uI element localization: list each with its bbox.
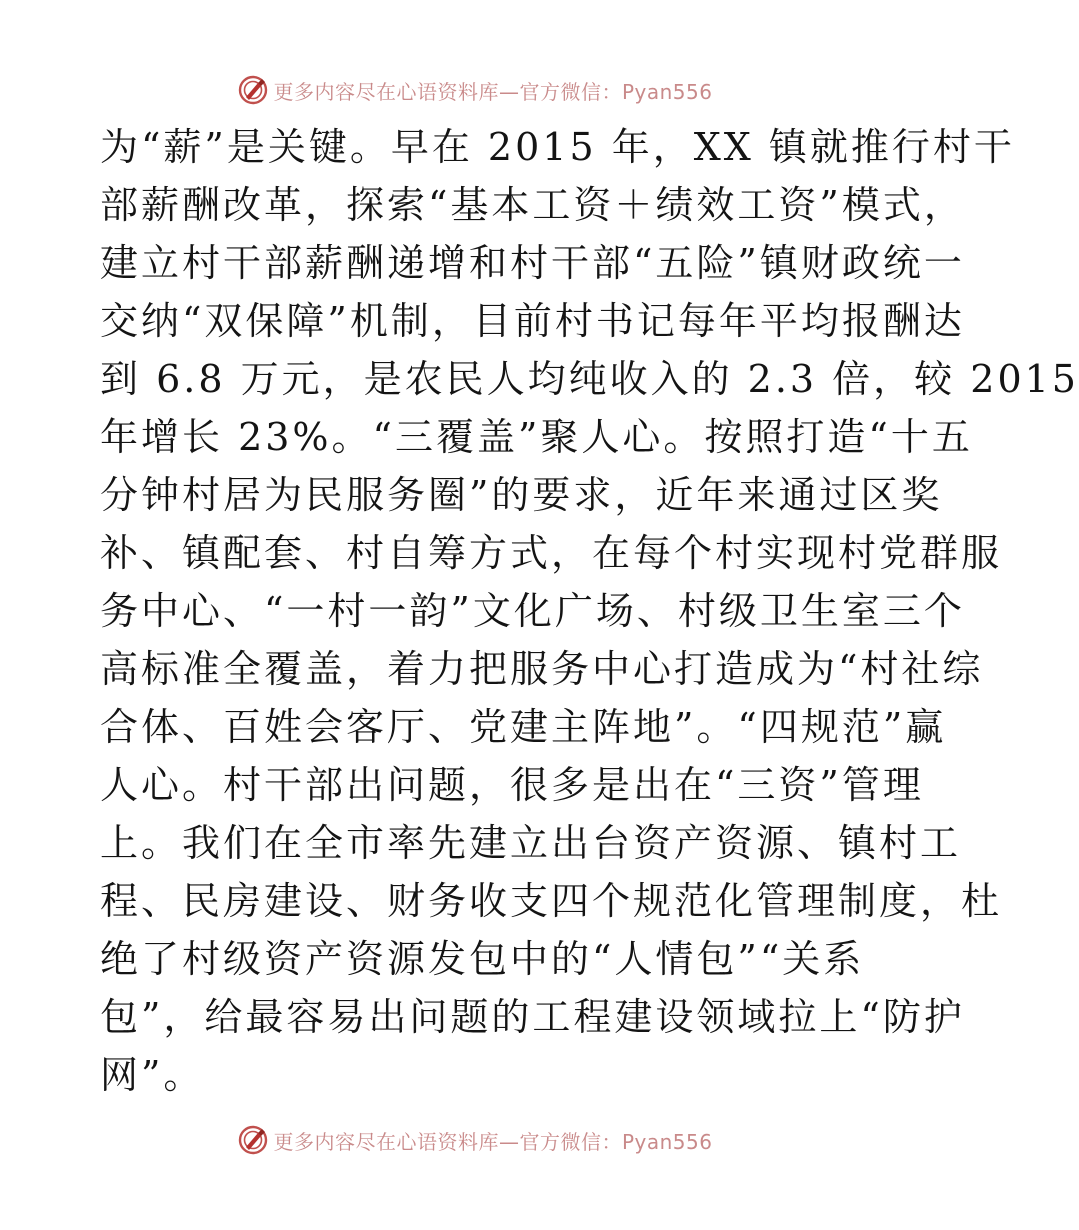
paragraph-line: 人心。村干部出问题，很多是出在“三资”管理 [100, 763, 924, 807]
paragraph-line: 上。我们在全市率先建立出台资产资源、镇村工 [100, 821, 962, 865]
paragraph-line: 务中心、“一村一韵”文化广场、村级卫生室三个 [100, 589, 965, 633]
banner-text: 更多内容尽在心语资料库—官方微信：Pyan556 [273, 79, 713, 104]
paragraph-line: 年增长 23%。“三覆盖”聚人心。按照打造“十五 [100, 415, 973, 459]
paragraph-line: 补、镇配套、村自筹方式，在每个村实现村党群服 [100, 531, 1003, 575]
footer-banner [0, 1120, 950, 1160]
paragraph-line: 程、民房建设、财务收支四个规范化管理制度，杜 [100, 879, 1003, 923]
paragraph-line: 交纳“双保障”机制，目前村书记每年平均报酬达 [100, 299, 965, 343]
paragraph-line: 到 6.8 万元，是农民人均纯收入的 2.3 倍，较 2015 [100, 357, 1079, 401]
paragraph-line: 分钟村居为民服务圈”的要求，近年来通过区奖 [100, 473, 943, 517]
paragraph-line: 高标准全覆盖，着力把服务中心打造成为“村社综 [100, 647, 984, 691]
paragraph-line: 部薪酬改革，探索“基本工资＋绩效工资”模式， [100, 183, 965, 227]
paragraph-line: 为“薪”是关键。早在 2015 年，XX 镇就推行村干 [100, 125, 1015, 169]
logo-icon [237, 74, 269, 106]
paragraph-line: 合体、百姓会客厅、党建主阵地”。“四规范”赢 [100, 705, 947, 749]
paragraph-line: 网”。 [100, 1053, 205, 1097]
paragraph-line: 建立村干部薪酬递增和村干部“五险”镇财政统一 [100, 241, 965, 285]
header-banner [0, 70, 950, 110]
paragraph-line: 绝了村级资产资源发包中的“人情包”“关系 [100, 937, 865, 981]
logo-icon [237, 1124, 269, 1156]
banner-text: 更多内容尽在心语资料库—官方微信：Pyan556 [273, 1129, 713, 1154]
paragraph-line: 包”，给最容易出问题的工程建设领域拉上“防护 [100, 995, 965, 1039]
